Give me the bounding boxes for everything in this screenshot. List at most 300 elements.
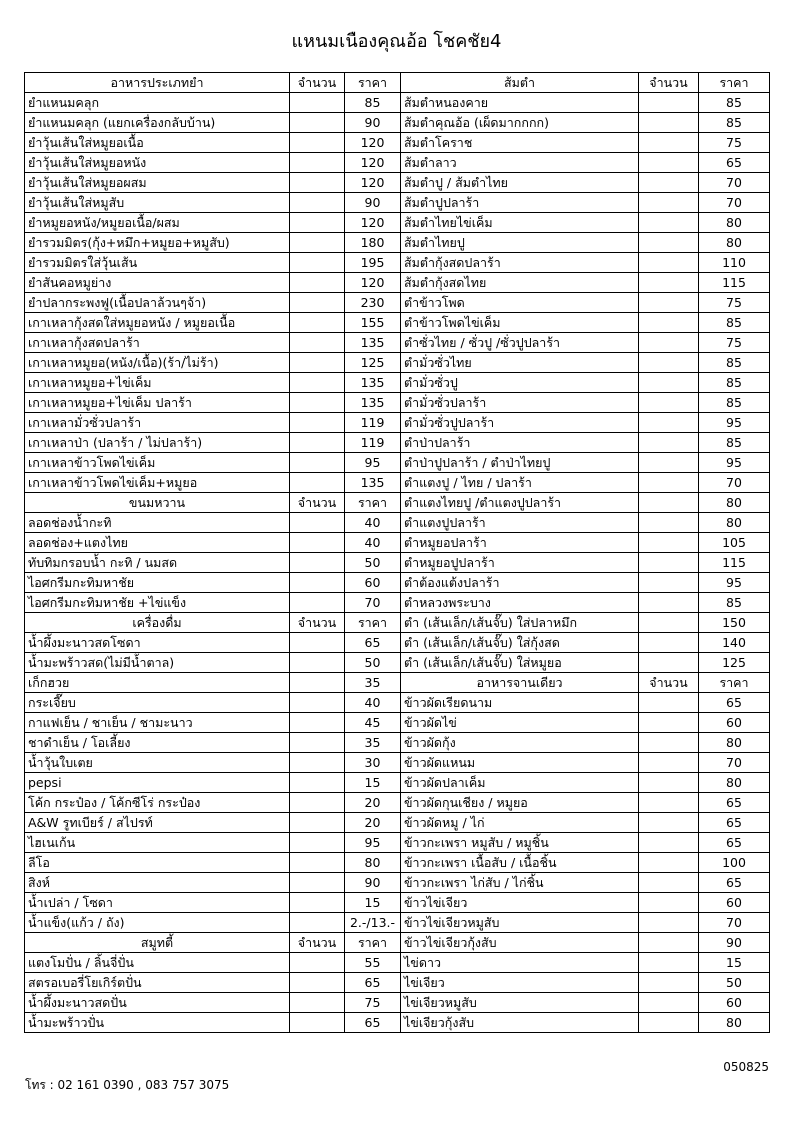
right-item-name: ข้าวกะเพรา หมูสับ / หมูชิ้น [401,833,639,853]
right-quantity-cell[interactable] [639,433,699,453]
left-quantity-cell[interactable] [290,773,345,793]
right-item-name: ตำซั่วไทย / ซั่วปู /ซั่วปูปลาร้า [401,333,639,353]
right-item-price: 85 [699,93,770,113]
right-quantity-cell[interactable] [639,593,699,613]
left-quantity-cell[interactable] [290,113,345,133]
left-quantity-cell[interactable] [290,233,345,253]
right-quantity-cell[interactable] [639,893,699,913]
right-quantity-cell[interactable] [639,813,699,833]
left-item-name: ยำรวมมิตร(กุ้ง+หมึก+หมูยอ+หมูสับ) [25,233,290,253]
left-quantity-cell[interactable] [290,133,345,153]
right-quantity-cell[interactable] [639,553,699,573]
table-row [25,813,770,833]
left-quantity-cell[interactable] [290,193,345,213]
left-section-header: เครื่องดื่ม [25,613,290,633]
table-row [25,213,770,233]
right-item-name: ไข่เจียวหมูสับ [401,993,639,1013]
left-quantity-header: จำนวน [290,73,345,93]
right-quantity-cell[interactable] [639,573,699,593]
table-row [25,133,770,153]
right-quantity-cell[interactable] [639,213,699,233]
right-item-price: 100 [699,853,770,873]
right-item-name: ส้มตำลาว [401,153,639,173]
left-item-price: 40 [345,693,401,713]
right-quantity-header: จำนวน [639,73,699,93]
right-item-name: ข้าวไข่เจียว [401,893,639,913]
left-item-name: เกาเหลามั่วซั่วปลาร้า [25,413,290,433]
left-quantity-cell[interactable] [290,753,345,773]
left-item-name: ยำแหนมคลุก (แยกเครื่องกลับบ้าน) [25,113,290,133]
right-item-name: ตำแตงปู / ไทย / ปลาร้า [401,473,639,493]
left-quantity-header: จำนวน [290,933,345,953]
table-row [25,793,770,813]
left-quantity-cell[interactable] [290,993,345,1013]
right-quantity-cell[interactable] [639,693,699,713]
left-item-price: 80 [345,853,401,873]
document-number: 050825 [723,1060,769,1074]
left-quantity-cell[interactable] [290,373,345,393]
right-quantity-cell[interactable] [639,613,699,633]
right-item-name: ส้มตำไทยปู [401,233,639,253]
left-quantity-cell[interactable] [290,313,345,333]
right-quantity-cell[interactable] [639,733,699,753]
right-price-header: ราคา [699,73,770,93]
left-item-price: 45 [345,713,401,733]
left-item-name: สิงห์ [25,873,290,893]
right-item-price: 80 [699,233,770,253]
left-item-price: 65 [345,973,401,993]
right-quantity-cell[interactable] [639,853,699,873]
left-quantity-cell[interactable] [290,333,345,353]
left-quantity-cell[interactable] [290,913,345,933]
left-item-price: 35 [345,673,401,693]
right-quantity-cell[interactable] [639,633,699,653]
left-item-name: เกาเหลาป่า (ปลาร้า / ไม่ปลาร้า) [25,433,290,453]
left-item-name: น้ำวุ้นใบเตย [25,753,290,773]
right-quantity-cell[interactable] [639,413,699,433]
left-quantity-cell[interactable] [290,513,345,533]
right-item-price: 75 [699,333,770,353]
right-item-name: ส้มตำปูปลาร้า [401,193,639,213]
left-item-price: 90 [345,113,401,133]
table-row [25,533,770,553]
left-item-name: เกาเหลากุ้งสดใส่หมูยอหนัง / หมูยอเนื้อ [25,313,290,333]
table-row [25,513,770,533]
left-quantity-cell[interactable] [290,633,345,653]
right-item-name: ข้าวผัดเรียดนาม [401,693,639,713]
left-item-price: 15 [345,893,401,913]
right-item-price: 80 [699,733,770,753]
table-row [25,693,770,713]
right-quantity-cell[interactable] [639,493,699,513]
left-item-price: 120 [345,133,401,153]
right-item-price: 80 [699,773,770,793]
table-row [25,753,770,773]
left-item-price: 135 [345,473,401,493]
left-item-name: น้ำมะพร้าวปั่น [25,1013,290,1033]
left-quantity-cell[interactable] [290,153,345,173]
left-price-header: ราคา [345,933,401,953]
left-item-name: เกาเหลาหมูยอ+ไข่เค็ม ปลาร้า [25,393,290,413]
right-item-name: ข้าวกะเพรา เนื้อสับ / เนื้อชิ้น [401,853,639,873]
table-row [25,933,770,953]
table-row [25,273,770,293]
right-item-name: ตำแตงไทยปู /ตำแตงปูปลาร้า [401,493,639,513]
left-quantity-cell[interactable] [290,533,345,553]
table-row [25,953,770,973]
right-item-price: 60 [699,713,770,733]
menu-table [24,72,770,1033]
menu-table-body [25,73,770,1033]
left-quantity-cell[interactable] [290,593,345,613]
left-item-name: ยำวุ้นเส้นใส่หมูยอผสม [25,173,290,193]
right-quantity-cell[interactable] [639,393,699,413]
left-item-price: 2.-/13.- [345,913,401,933]
left-quantity-cell[interactable] [290,673,345,693]
left-quantity-cell[interactable] [290,833,345,853]
left-item-price: 119 [345,433,401,453]
right-quantity-cell[interactable] [639,273,699,293]
right-quantity-cell[interactable] [639,113,699,133]
right-item-name: ตำแตงปูปลาร้า [401,513,639,533]
right-quantity-cell[interactable] [639,913,699,933]
right-item-price: 80 [699,213,770,233]
left-item-price: 120 [345,153,401,173]
right-item-price: 115 [699,553,770,573]
left-price-header: ราคา [345,73,401,93]
right-item-name: ตำต้องแต้งปลาร้า [401,573,639,593]
left-quantity-cell[interactable] [290,273,345,293]
left-item-price: 125 [345,353,401,373]
right-item-name: ตำ (เส้นเล็ก/เส้นจั๊บ) ใส่กุ้งสด [401,633,639,653]
table-row [25,73,770,93]
left-item-name: ยำหมูยอหนัง/หมูยอเนื้อ/ผสม [25,213,290,233]
right-section-header: ส้มตำ [401,73,639,93]
right-item-price: 150 [699,613,770,633]
right-item-price: 60 [699,893,770,913]
left-quantity-cell[interactable] [290,873,345,893]
left-section-header: ขนมหวาน [25,493,290,513]
left-item-name: ชาดำเย็น / โอเลี้ยง [25,733,290,753]
right-item-price: 115 [699,273,770,293]
table-row [25,373,770,393]
right-item-price: 110 [699,253,770,273]
right-item-name: ข้าวผัดแหนม [401,753,639,773]
right-item-name: ส้มตำปู / ส้มตำไทย [401,173,639,193]
right-quantity-cell[interactable] [639,173,699,193]
left-quantity-cell[interactable] [290,573,345,593]
left-item-price: 230 [345,293,401,313]
right-item-name: ตำมั่วซั่วไทย [401,353,639,373]
right-item-price: 60 [699,993,770,1013]
left-item-price: 50 [345,553,401,573]
right-quantity-cell[interactable] [639,993,699,1013]
left-item-price: 90 [345,193,401,213]
table-row [25,553,770,573]
right-item-price: 80 [699,493,770,513]
left-price-header: ราคา [345,493,401,513]
right-quantity-cell[interactable] [639,1013,699,1033]
left-item-name: pepsi [25,773,290,793]
left-quantity-cell[interactable] [290,473,345,493]
right-item-price: 65 [699,153,770,173]
right-quantity-cell[interactable] [639,933,699,953]
left-item-name: น้ำแข็ง(แก้ว / ถัง) [25,913,290,933]
right-quantity-cell[interactable] [639,773,699,793]
table-row [25,873,770,893]
right-item-price: 80 [699,513,770,533]
table-row [25,413,770,433]
right-quantity-cell[interactable] [639,873,699,893]
left-item-price: 20 [345,813,401,833]
left-item-name: ยำแหนมคลุก [25,93,290,113]
right-item-price: 70 [699,473,770,493]
right-item-name: ตำมั่วซั่วปลาร้า [401,393,639,413]
table-row [25,173,770,193]
right-quantity-cell[interactable] [639,373,699,393]
table-row [25,773,770,793]
left-item-price: 120 [345,273,401,293]
table-row [25,713,770,733]
right-quantity-cell[interactable] [639,153,699,173]
left-item-name: น้ำผึ้งมะนาวสดปั่น [25,993,290,1013]
right-item-name: ส้มตำกุ้งสดปลาร้า [401,253,639,273]
left-quantity-cell[interactable] [290,353,345,373]
right-item-name: ข้าวไข่เจียวกุ้งสับ [401,933,639,953]
left-quantity-cell[interactable] [290,973,345,993]
left-item-name: ลีโอ [25,853,290,873]
right-quantity-cell[interactable] [639,233,699,253]
left-item-price: 95 [345,453,401,473]
left-item-name: กาแฟเย็น / ชาเย็น / ชามะนาว [25,713,290,733]
right-item-name: ตำหมูยอปูปลาร้า [401,553,639,573]
left-item-name: ไอศกรีมกะทิมหาชัย [25,573,290,593]
right-item-price: 65 [699,813,770,833]
left-quantity-cell[interactable] [290,293,345,313]
right-quantity-cell[interactable] [639,133,699,153]
left-quantity-cell[interactable] [290,453,345,473]
right-section-header: อาหารจานเดียว [401,673,639,693]
table-row [25,993,770,1013]
right-item-name: ส้มตำไทยไข่เค็ม [401,213,639,233]
right-quantity-cell[interactable] [639,833,699,853]
left-item-name: เก็กฮวย [25,673,290,693]
right-item-name: ส้มตำโคราช [401,133,639,153]
right-item-price: 70 [699,913,770,933]
left-item-price: 20 [345,793,401,813]
right-quantity-cell[interactable] [639,93,699,113]
table-row [25,833,770,853]
right-quantity-cell[interactable] [639,973,699,993]
right-item-name: ส้มตำคุณอ้อ (เผ็ดมากกกก) [401,113,639,133]
right-item-price: 105 [699,533,770,553]
right-quantity-cell[interactable] [639,513,699,533]
left-quantity-cell[interactable] [290,713,345,733]
left-item-name: ลอดช่อง+แตงไทย [25,533,290,553]
left-item-price: 85 [345,93,401,113]
left-item-price: 50 [345,653,401,673]
table-row [25,973,770,993]
right-item-name: ตำข้าวโพด [401,293,639,313]
right-quantity-cell[interactable] [639,533,699,553]
right-quantity-cell[interactable] [639,473,699,493]
right-item-price: 65 [699,793,770,813]
left-quantity-cell[interactable] [290,553,345,573]
table-row [25,613,770,633]
right-item-name: ตำหมูยอปลาร้า [401,533,639,553]
right-item-name: ไข่เจียวกุ้งสับ [401,1013,639,1033]
right-quantity-header: จำนวน [639,673,699,693]
left-quantity-cell[interactable] [290,433,345,453]
right-item-name: ตำมั่วซั่วปู [401,373,639,393]
right-item-price: 85 [699,433,770,453]
left-item-price: 55 [345,953,401,973]
left-quantity-cell[interactable] [290,173,345,193]
phone-contact: โทร : 02 161 0390 , 083 757 3075 [25,1078,230,1092]
right-quantity-cell[interactable] [639,793,699,813]
left-item-price: 40 [345,533,401,553]
table-row [25,573,770,593]
left-section-header: อาหารประเภทยำ [25,73,290,93]
right-item-price: 90 [699,933,770,953]
left-item-price: 135 [345,393,401,413]
right-quantity-cell[interactable] [639,293,699,313]
right-item-price: 95 [699,413,770,433]
left-quantity-cell[interactable] [290,413,345,433]
right-quantity-cell[interactable] [639,253,699,273]
left-item-price: 15 [345,773,401,793]
left-item-name: ทับทิมกรอบน้ำ กะทิ / นมสด [25,553,290,573]
right-item-price: 50 [699,973,770,993]
page-title: แหนมเนืองคุณอ้อ โชคชัย4 [291,31,502,52]
table-row [25,293,770,313]
left-item-price: 30 [345,753,401,773]
left-quantity-header: จำนวน [290,613,345,633]
right-item-price: 75 [699,293,770,313]
table-row [25,493,770,513]
right-item-name: ข้าวผัดไข่ [401,713,639,733]
table-row [25,733,770,753]
left-item-price: 60 [345,573,401,593]
right-item-name: ข้าวไข่เจียวหมูสับ [401,913,639,933]
right-item-price: 85 [699,353,770,373]
left-item-name: แตงโมปั่น / ลิ้นจี่ปั่น [25,953,290,973]
table-row [25,433,770,453]
left-item-name: น้ำเปล่า / โซดา [25,893,290,913]
right-item-price: 85 [699,373,770,393]
table-row [25,393,770,413]
right-item-price: 125 [699,653,770,673]
right-item-name: ตำ (เส้นเล็ก/เส้นจั๊บ) ใส่ปลาหมึก [401,613,639,633]
left-quantity-cell[interactable] [290,253,345,273]
right-item-price: 75 [699,133,770,153]
left-item-price: 70 [345,593,401,613]
right-item-name: ตำป่าปูปลาร้า / ตำป่าไทยปู [401,453,639,473]
right-item-price: 95 [699,453,770,473]
table-row [25,153,770,173]
left-item-name: ยำวุ้นเส้นใส่หมูยอเนื้อ [25,133,290,153]
left-item-name: เกาเหลาหมูยอ+ไข่เค็ม [25,373,290,393]
right-quantity-cell[interactable] [639,313,699,333]
table-row [25,113,770,133]
right-price-header: ราคา [699,673,770,693]
table-row [25,453,770,473]
right-quantity-cell[interactable] [639,753,699,773]
right-item-name: ไข่เจียว [401,973,639,993]
table-row [25,853,770,873]
right-item-name: ตำหลวงพระบาง [401,593,639,613]
right-item-price: 80 [699,1013,770,1033]
left-quantity-cell[interactable] [290,953,345,973]
left-quantity-cell[interactable] [290,733,345,753]
left-item-name: น้ำมะพร้าวสด(ไม่มีน้ำตาล) [25,653,290,673]
table-row [25,1013,770,1033]
left-quantity-cell[interactable] [290,813,345,833]
left-quantity-cell[interactable] [290,793,345,813]
left-item-name: ไอศกรีมกะทิมหาชัย +ไข่แข็ง [25,593,290,613]
left-quantity-cell[interactable] [290,653,345,673]
left-quantity-cell[interactable] [290,693,345,713]
table-row [25,353,770,373]
right-quantity-cell[interactable] [639,453,699,473]
table-row [25,233,770,253]
right-item-name: ข้าวผัดกุนเชียง / หมูยอ [401,793,639,813]
table-row [25,893,770,913]
left-item-price: 40 [345,513,401,533]
left-item-name: กระเจี๊ยบ [25,693,290,713]
right-quantity-cell[interactable] [639,193,699,213]
left-item-price: 35 [345,733,401,753]
table-row [25,313,770,333]
left-quantity-cell[interactable] [290,1013,345,1033]
right-quantity-cell[interactable] [639,653,699,673]
right-item-price: 65 [699,693,770,713]
left-item-price: 95 [345,833,401,853]
left-quantity-cell[interactable] [290,853,345,873]
right-quantity-cell[interactable] [639,353,699,373]
left-item-name: เกาเหลากุ้งสดปลาร้า [25,333,290,353]
left-item-name: โค้ก กระป๋อง / โค้กซีโร่ กระป๋อง [25,793,290,813]
left-item-price: 155 [345,313,401,333]
right-item-price: 65 [699,833,770,853]
right-quantity-cell[interactable] [639,333,699,353]
left-item-name: ยำสันคอหมูย่าง [25,273,290,293]
right-quantity-cell[interactable] [639,953,699,973]
left-item-price: 135 [345,333,401,353]
right-item-price: 15 [699,953,770,973]
left-quantity-cell[interactable] [290,393,345,413]
left-quantity-cell[interactable] [290,893,345,913]
table-row [25,193,770,213]
left-item-name: ยำวุ้นเส้นใส่หมูสับ [25,193,290,213]
table-row [25,253,770,273]
right-item-price: 85 [699,113,770,133]
right-item-price: 85 [699,313,770,333]
right-item-name: ไข่ดาว [401,953,639,973]
left-quantity-cell[interactable] [290,93,345,113]
right-quantity-cell[interactable] [639,713,699,733]
left-item-price: 119 [345,413,401,433]
left-item-price: 135 [345,373,401,393]
right-item-name: ข้าวผัดกุ้ง [401,733,639,753]
right-item-price: 70 [699,173,770,193]
left-item-name: เกาเหลาข้าวโพดไข่เค็ม [25,453,290,473]
left-quantity-cell[interactable] [290,213,345,233]
left-item-name: ไฮเนเก้น [25,833,290,853]
right-item-price: 65 [699,873,770,893]
table-row [25,913,770,933]
left-item-name: A&W รูทเบียร์ / สไปรท์ [25,813,290,833]
